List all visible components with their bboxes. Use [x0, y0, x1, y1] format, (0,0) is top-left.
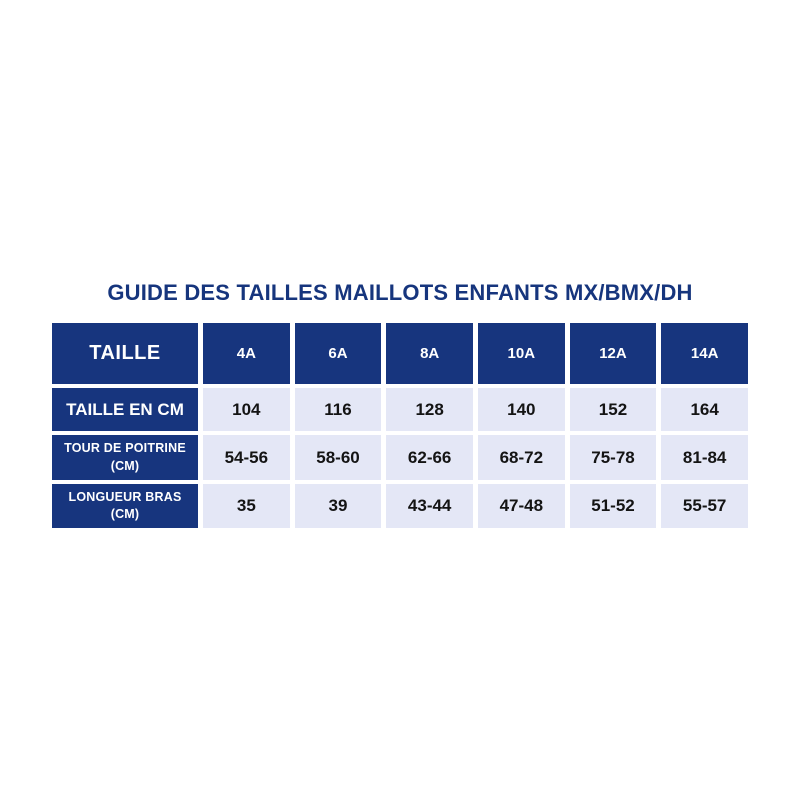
column-header-6a: 6A: [295, 323, 382, 384]
value-cell-taille-en-cm-8a: 128: [386, 388, 473, 431]
value-cell-tour-de-poitrine-6a: 58-60: [295, 435, 382, 480]
row-label-tour-de-poitrine-line1: TOUR DE POITRINE: [64, 441, 186, 455]
row-label-tour-de-poitrine: [52, 435, 198, 480]
value-cell-tour-de-poitrine-14a: 81-84: [661, 435, 748, 480]
value-cell-taille-en-cm-6a: 116: [295, 388, 382, 431]
value-cell-longueur-bras-4a: 35: [203, 484, 290, 528]
column-header-8a: 8A: [386, 323, 473, 384]
value-cell-taille-en-cm-10a: 140: [478, 388, 565, 431]
column-header-10a: 10A: [478, 323, 565, 384]
value-cell-tour-de-poitrine-4a: 54-56: [203, 435, 290, 480]
size-guide-title: GUIDE DES TAILLES MAILLOTS ENFANTS MX/BMX/DH: [107, 280, 693, 305]
value-cell-longueur-bras-10a: 47-48: [478, 484, 565, 528]
column-header-4a: 4A: [203, 323, 290, 384]
value-cell-longueur-bras-12a: 51-52: [570, 484, 657, 528]
value-cell-longueur-bras-8a: 43-44: [386, 484, 473, 528]
value-cell-longueur-bras-6a: 39: [295, 484, 382, 528]
size-table: [52, 323, 748, 528]
corner-cell-taille: TAILLE: [52, 323, 198, 384]
value-cell-tour-de-poitrine-12a: 75-78: [570, 435, 657, 480]
value-cell-tour-de-poitrine-8a: 62-66: [386, 435, 473, 480]
value-cell-taille-en-cm-14a: 164: [661, 388, 748, 431]
value-cell-tour-de-poitrine-10a: 68-72: [478, 435, 565, 480]
row-label-tour-de-poitrine-line2: (CM): [110, 458, 140, 473]
column-header-14a: 14A: [661, 323, 748, 384]
row-label-longueur-bras-line1: LONGUEUR BRAS: [68, 489, 182, 504]
value-cell-taille-en-cm-12a: 152: [570, 388, 657, 431]
row-label-longueur-bras: [52, 484, 198, 528]
row-label-longueur-bras-line2: (CM): [110, 507, 140, 521]
value-cell-taille-en-cm-4a: 104: [203, 388, 290, 431]
row-label-taille-en-cm: TAILLE EN CM: [52, 388, 198, 431]
column-header-12a: 12A: [570, 323, 657, 384]
value-cell-longueur-bras-14a: 55-57: [661, 484, 748, 528]
